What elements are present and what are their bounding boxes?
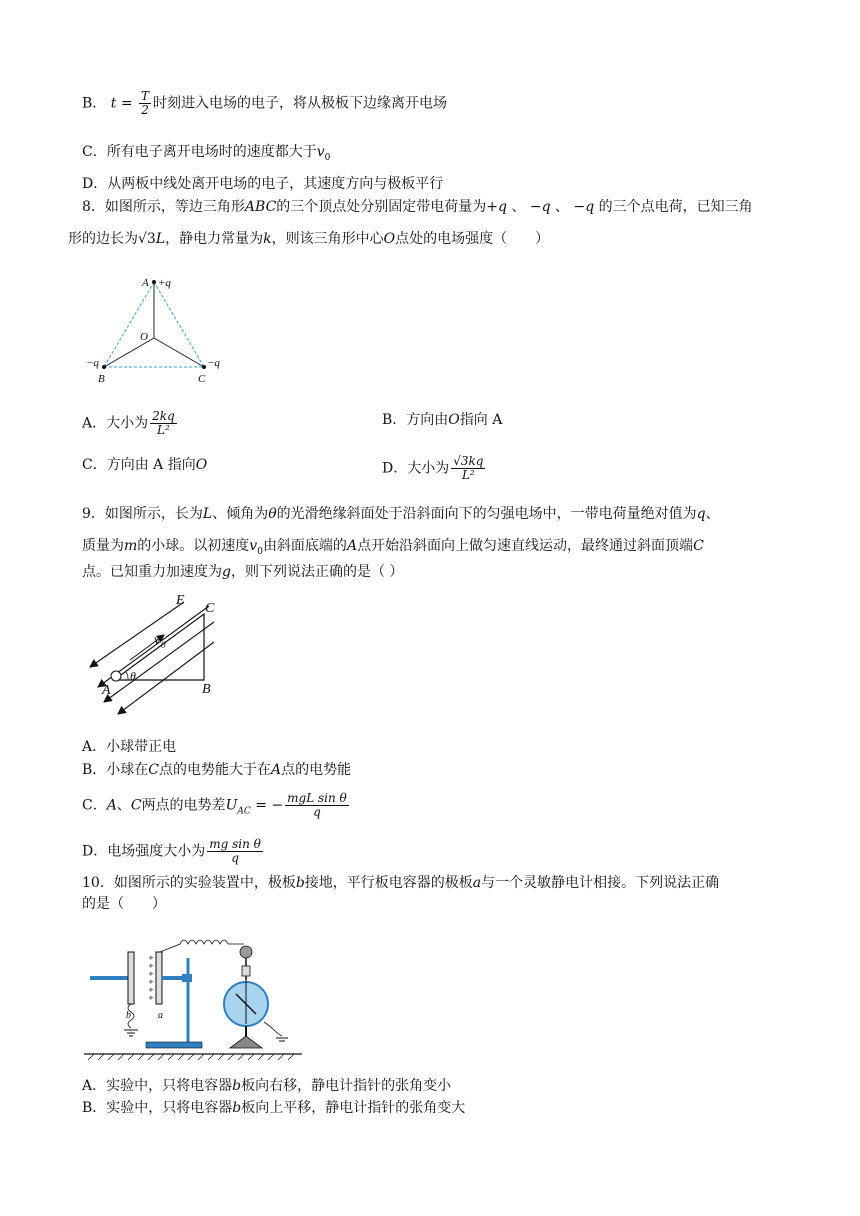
q10-option-b: B．实验中，只将电容器b板向上平移，静电计指针的张角变大 xyxy=(82,1100,466,1116)
q8-label-minus-q-left: −q xyxy=(86,357,99,369)
q7-fraction: $\frac{T}{2}$ xyxy=(141,89,150,117)
svg-text:+: + xyxy=(148,970,154,978)
q9-label-theta: θ xyxy=(130,669,136,683)
q10-stem-line1: 10．如图所示的实验装置中，极板b接地，平行板电容器的极板a与一个灵敏静电计相接。下列说法正确 xyxy=(82,875,720,891)
q9-option-b: B．小球在C点的电势能大于在A点的电势能 xyxy=(82,762,352,778)
q8-label-plus-q: +q xyxy=(158,277,171,289)
q10-plate-a xyxy=(156,952,162,1004)
q7-t-var: t = xyxy=(110,95,133,112)
q7-option-d: D．从两板中线处离开电场的电子，其速度方向与极板平行 xyxy=(82,176,444,192)
q9-option-d: D．电场强度大小为 $\frac{\text{mg sin θ}}{q}$ xyxy=(82,837,261,865)
q9-option-a: A．小球带正电 xyxy=(82,739,177,755)
q7-option-b: B． t = $\frac{T}{2}$ 时刻进入电场的电子，将从极板下边缘离开电场 xyxy=(82,89,448,117)
q8-option-b: B．方向由O指向 A xyxy=(382,412,503,428)
q9-label-v-sub: 0 xyxy=(161,640,166,650)
q8-label-a: A xyxy=(142,277,149,289)
q10-capacitor-figure xyxy=(84,922,304,1062)
svg-text:+: + xyxy=(148,962,154,970)
q9-stem-line2: 质量为m的小球。以初速度$v_0$由斜面底端的A点开始沿斜面向上做匀速直线运动，最终通过斜面顶端C xyxy=(82,538,704,557)
q10-stand-base xyxy=(146,1042,202,1048)
q8-line-co xyxy=(154,338,204,367)
svg-text:+: + xyxy=(148,954,154,962)
q9-label-a: A xyxy=(102,683,111,698)
svg-text:+: + xyxy=(148,986,154,994)
q9-ball xyxy=(111,671,121,681)
q9-option-c: C．A、C两点的电势差$U_{AC}$ = − $\frac{\text{mgL sin θ}}{q}$ xyxy=(82,791,347,819)
q8-label-o: O xyxy=(140,331,148,343)
q9-label-b: B xyxy=(202,682,211,697)
q10-electrometer-knob xyxy=(240,946,252,958)
q8-stem-line2: 形的边长为√3L，静电力常量为k，则该三角形中心O点处的电场强度（ ） xyxy=(68,231,550,247)
q8-triangle-figure xyxy=(84,268,234,388)
q10-handle-b xyxy=(90,976,130,980)
q8-label-c: C xyxy=(198,373,206,385)
q8-charge-b xyxy=(102,365,106,369)
q8-label-b: B xyxy=(98,373,105,385)
q8-option-c: C．方向由 A 指向O xyxy=(82,457,208,473)
svg-text:+: + xyxy=(148,994,154,1002)
q10-stem-line2: 的是（ ） xyxy=(82,896,166,912)
q10-label-a: a xyxy=(158,1010,163,1021)
q9-label-v: v xyxy=(154,633,161,648)
q8-side-ab xyxy=(104,282,154,367)
q9-label-e: E xyxy=(176,593,185,608)
q8-charge-c xyxy=(202,365,206,369)
q10-wire xyxy=(160,940,244,952)
q8-stem-line1: 8．如图所示，等边三角形ABC的三个顶点处分别固定带电荷量为+q 、 −q 、 −q 的三个点电荷，已知三角 xyxy=(82,199,753,215)
svg-text:+: + xyxy=(148,978,154,986)
q10-option-a: A．实验中，只将电容器b板向右移，静电计指针的张角变小 xyxy=(82,1078,452,1094)
q9-incline-figure xyxy=(84,592,234,722)
q8-label-minus-q-right: −q xyxy=(207,357,220,369)
q8-option-d: D．大小为 $\frac{√3kq}{\text{L²}}$ xyxy=(382,454,484,482)
q8-side-ac xyxy=(154,282,204,367)
q8-charge-a xyxy=(152,280,156,284)
q8-option-a: A．大小为 $\frac{2kq}{\text{L²}}$ xyxy=(82,409,175,437)
q10-plate-b xyxy=(128,952,134,1004)
q7-option-c: C．所有电子离开电场时的速度都大于$v_0$ xyxy=(82,144,331,163)
q9-label-c: C xyxy=(205,601,215,616)
q9-angle-arc xyxy=(126,672,128,680)
q9-stem-line1: 9．如图所示，长为L、倾角为θ的光滑绝缘斜面处于沿斜面向下的匀强电场中，一带电荷量绝对值为q、 xyxy=(82,506,720,522)
q9-stem-line3: 点。已知重力加速度为g，则下列说法正确的是（ ） xyxy=(82,564,404,580)
q10-electrometer-base xyxy=(230,1036,262,1048)
q10-label-b: b xyxy=(126,1010,131,1021)
